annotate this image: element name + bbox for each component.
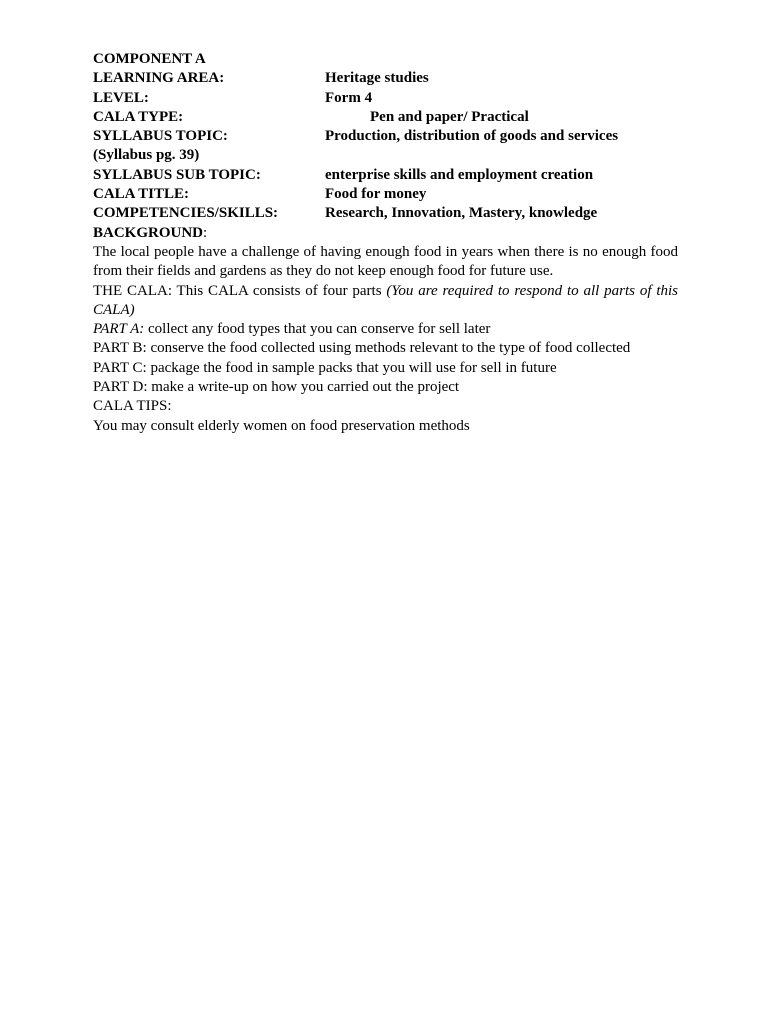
field-syllabus-sub-topic <box>93 166 678 185</box>
field-label: (Syllabus pg. 39) <box>93 147 200 164</box>
part-prefix: PART D: <box>93 379 148 396</box>
part-c <box>93 359 678 378</box>
field-learning-area <box>93 69 678 88</box>
part-prefix: PART C: <box>93 359 147 376</box>
background-heading-colon: : <box>203 224 208 241</box>
background-heading <box>93 224 678 243</box>
background-heading-text: BACKGROUND <box>93 224 204 241</box>
tips-text: You may consult elderly women on food preservation methods <box>93 417 470 434</box>
field-value: Form 4 <box>325 89 373 106</box>
part-prefix: PART A: <box>93 321 145 338</box>
component-heading <box>93 50 678 69</box>
field-label: CALA TITLE: <box>93 186 190 203</box>
part-text: conserve the food collected using methods relevant to the type of food collected <box>146 340 631 357</box>
cala-intro-italic: (You are required to respond to all parts of this CALA) <box>93 282 678 318</box>
part-text: make a write-up on how you carried out the project <box>147 379 460 396</box>
part-prefix: PART B: <box>93 340 147 357</box>
field-competencies <box>93 204 678 223</box>
field-value: Production, distribution of goods and services <box>325 128 619 145</box>
document-page <box>93 50 678 436</box>
tips-heading: CALA TIPS: <box>93 398 172 415</box>
field-label: SYLLABUS TOPIC: <box>93 128 228 145</box>
field-level <box>93 89 678 108</box>
field-cala-type <box>93 108 678 127</box>
field-value: Pen and paper/ Practical <box>370 108 529 125</box>
cala-intro-text: THE CALA: This CALA consists of four parts <box>93 282 387 299</box>
field-label: CALA TYPE: <box>93 108 184 125</box>
field-label: COMPETENCIES/SKILLS: <box>93 205 279 222</box>
background-paragraph: The local people have a challenge of having enough food in years when there is no enough food from their fields and gardens as they do not keep enough food for future use. <box>93 243 678 280</box>
field-label: LEARNING AREA: <box>93 70 225 87</box>
part-d <box>93 378 678 397</box>
cala-intro-paragraph <box>93 282 678 321</box>
field-value: Research, Innovation, Mastery, knowledge <box>325 205 598 222</box>
field-label: SYLLABUS SUB TOPIC: <box>93 166 261 183</box>
field-syllabus-topic <box>93 127 678 146</box>
field-syllabus-page <box>93 146 678 165</box>
part-a <box>93 320 678 339</box>
part-text: collect any food types that you can conserve for sell later <box>144 321 491 338</box>
field-cala-title <box>93 185 678 204</box>
field-value: Heritage studies <box>325 70 429 87</box>
field-value: Food for money <box>325 186 427 203</box>
field-label: LEVEL: <box>93 89 149 106</box>
part-b <box>93 339 678 358</box>
field-value: enterprise skills and employment creation <box>325 166 594 183</box>
component-label: COMPONENT A <box>93 51 206 67</box>
part-text: package the food in sample packs that you will use for sell in future <box>146 359 557 376</box>
